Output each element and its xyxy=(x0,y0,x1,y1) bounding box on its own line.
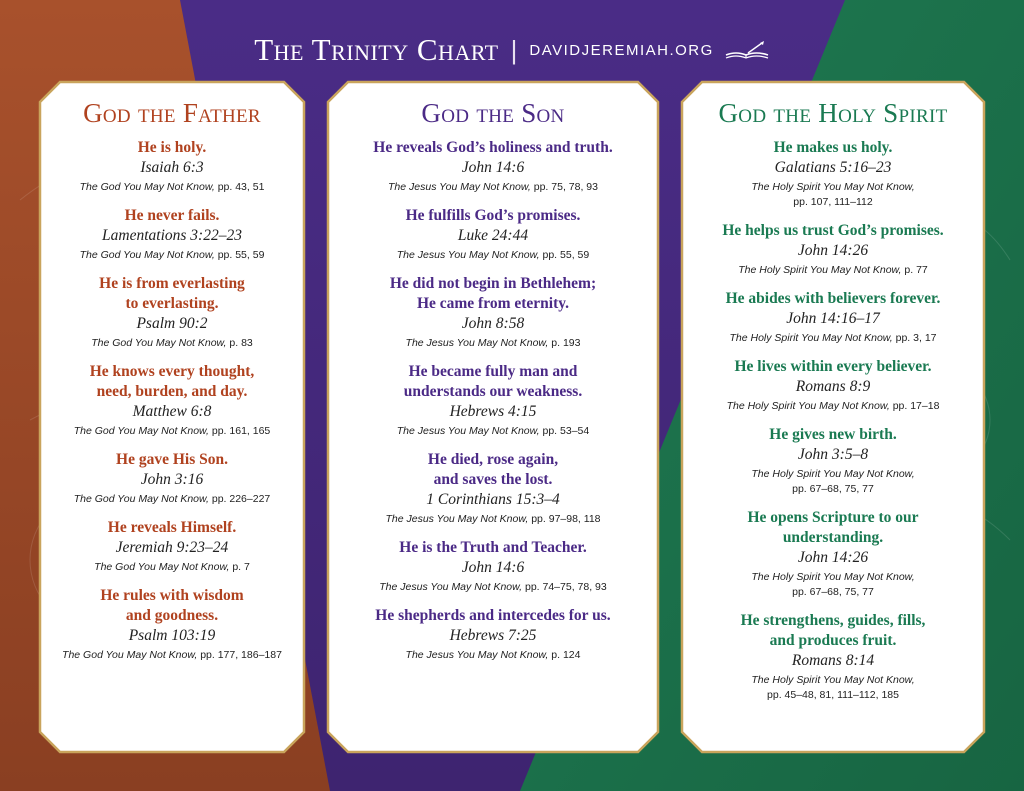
page-numbers: pp. 53–54 xyxy=(542,425,590,437)
attribute-statement: He did not begin in Bethlehem; xyxy=(389,275,597,292)
book-title: The Holy Spirit You May Not Know, xyxy=(751,468,915,480)
book-source xyxy=(342,648,644,663)
scripture-reference: Romans 8:9 xyxy=(795,378,871,395)
column-holy-spirit xyxy=(680,80,986,754)
list-item xyxy=(342,274,644,351)
page-numbers: pp. 67–68, 75, 77 xyxy=(792,586,874,598)
book-title: The Jesus You May Not Know, xyxy=(405,649,549,661)
list-item xyxy=(54,206,290,263)
column-content xyxy=(54,98,290,740)
attribute-statement: and produces fruit. xyxy=(769,632,897,649)
book-title: The Holy Spirit You May Not Know, xyxy=(751,181,915,193)
attribute-statement: He reveals Himself. xyxy=(107,519,237,536)
scripture-reference: John 14:6 xyxy=(461,159,525,176)
attribute-statement: He lives within every believer. xyxy=(734,358,932,375)
column-heading: God the Father xyxy=(83,98,261,128)
attribute-statement: need, burden, and day. xyxy=(96,383,248,400)
scripture-reference: 1 Corinthians 15:3–4 xyxy=(426,491,560,508)
page-numbers: pp. 43, 51 xyxy=(217,181,265,193)
attribute-statement: understanding. xyxy=(782,529,884,546)
attribute-statement: He became fully man and xyxy=(408,363,578,380)
scripture-reference: John 3:16 xyxy=(140,471,204,488)
attribute-statement: He helps us trust God’s promises. xyxy=(722,222,944,239)
book-source xyxy=(696,399,970,414)
list-item xyxy=(54,586,290,663)
book-title: The God You May Not Know, xyxy=(62,649,198,661)
list-item xyxy=(696,425,970,497)
attribute-statement: He makes us holy. xyxy=(773,139,893,156)
page-numbers: p. 83 xyxy=(229,337,253,349)
book-source xyxy=(696,331,970,346)
page-numbers: p. 77 xyxy=(904,264,928,276)
column-father xyxy=(38,80,306,754)
list-item xyxy=(696,357,970,414)
book-source xyxy=(342,424,644,439)
book-title: The Holy Spirit You May Not Know, xyxy=(751,571,915,583)
scripture-reference: Lamentations 3:22–23 xyxy=(102,227,242,244)
book-source xyxy=(342,180,644,195)
attribute-statement: He is holy. xyxy=(137,139,207,156)
page-numbers: pp. 45–48, 81, 111–112, 185 xyxy=(767,689,899,701)
column-content xyxy=(342,98,644,740)
list-item xyxy=(342,362,644,439)
attribute-statement: and goodness. xyxy=(125,607,219,624)
book-title: The Holy Spirit You May Not Know, xyxy=(726,400,890,412)
book-title: The Jesus You May Not Know, xyxy=(396,249,540,261)
list-item xyxy=(54,274,290,351)
page-numbers: pp. 161, 165 xyxy=(211,425,271,437)
page-numbers: pp. 97–98, 118 xyxy=(531,513,601,525)
attribute-statement: He opens Scripture to our xyxy=(747,509,919,526)
list-item xyxy=(342,538,644,595)
page-numbers: pp. 177, 186–187 xyxy=(200,649,282,661)
scripture-reference: Galatians 5:16–23 xyxy=(774,159,892,176)
attribute-statement: He came from eternity. xyxy=(416,295,570,312)
scripture-reference: John 14:6 xyxy=(461,559,525,576)
book-title: The God You May Not Know, xyxy=(73,493,209,505)
scripture-reference: Psalm 103:19 xyxy=(128,627,216,644)
page-numbers: pp. 74–75, 78, 93 xyxy=(524,581,607,593)
column-heading: God the Holy Spirit xyxy=(718,98,948,128)
website-link[interactable]: DAVIDJEREMIAH.ORG xyxy=(529,41,714,59)
book-source xyxy=(54,180,290,195)
book-source xyxy=(54,648,290,663)
open-book-icon xyxy=(724,39,770,61)
list-item xyxy=(696,221,970,278)
page-numbers: p. 124 xyxy=(551,649,581,661)
attribute-statement: He strengthens, guides, fills, xyxy=(740,612,926,629)
title-separator: | xyxy=(510,34,518,65)
book-title: The God You May Not Know, xyxy=(94,561,230,573)
page-numbers: pp. 67–68, 75, 77 xyxy=(792,483,874,495)
page-numbers: pp. 3, 17 xyxy=(895,332,937,344)
book-source xyxy=(54,424,290,439)
attribute-statement: He gave His Son. xyxy=(116,451,228,468)
list-item xyxy=(54,138,290,195)
page-numbers: pp. 55, 59 xyxy=(217,249,265,261)
book-title: The Holy Spirit You May Not Know, xyxy=(738,264,902,276)
list-item xyxy=(54,518,290,575)
scripture-reference: Hebrews 7:25 xyxy=(449,627,537,644)
attribute-statement: He rules with wisdom xyxy=(100,587,244,604)
scripture-reference: Isaiah 6:3 xyxy=(140,159,204,176)
page-numbers: pp. 17–18 xyxy=(892,400,940,412)
book-title: The God You May Not Know, xyxy=(91,337,227,349)
list-item xyxy=(54,362,290,439)
book-title: The God You May Not Know, xyxy=(79,181,215,193)
book-source xyxy=(54,336,290,351)
scripture-reference: John 14:26 xyxy=(797,549,869,566)
attribute-statement: He abides with believers forever. xyxy=(725,290,941,307)
page-header xyxy=(0,28,1024,72)
list-item xyxy=(342,206,644,263)
attribute-statement: He is from everlasting xyxy=(99,275,245,292)
list-item xyxy=(696,289,970,346)
scripture-reference: Jeremiah 9:23–24 xyxy=(115,539,229,556)
scripture-reference: Psalm 90:2 xyxy=(136,315,208,332)
book-source xyxy=(696,673,970,703)
book-source xyxy=(54,492,290,507)
page-numbers: p. 7 xyxy=(232,561,250,573)
entry-list xyxy=(54,138,290,663)
scripture-reference: Romans 8:14 xyxy=(791,652,875,669)
list-item xyxy=(696,508,970,600)
book-source xyxy=(696,263,970,278)
book-title: The Holy Spirit You May Not Know, xyxy=(729,332,893,344)
attribute-statement: and saves the lost. xyxy=(433,471,553,488)
book-title: The Jesus You May Not Know, xyxy=(396,425,540,437)
entry-list xyxy=(342,138,644,663)
book-title: The God You May Not Know, xyxy=(73,425,209,437)
page-numbers: p. 193 xyxy=(551,337,581,349)
list-item xyxy=(342,138,644,195)
book-source xyxy=(54,248,290,263)
book-source xyxy=(342,512,644,527)
column-content xyxy=(696,98,970,740)
book-source xyxy=(342,248,644,263)
list-item xyxy=(342,450,644,527)
book-source xyxy=(696,180,970,210)
attribute-statement: He fulfills God’s promises. xyxy=(405,207,581,224)
column-son xyxy=(326,80,660,754)
book-title: The Jesus You May Not Know, xyxy=(379,581,523,593)
attribute-statement: to everlasting. xyxy=(125,295,219,312)
page-numbers: pp. 226–227 xyxy=(211,493,271,505)
book-source xyxy=(696,467,970,497)
attribute-statement: He is the Truth and Teacher. xyxy=(399,539,587,556)
scripture-reference: Hebrews 4:15 xyxy=(449,403,537,420)
list-item xyxy=(54,450,290,507)
page-numbers: pp. 75, 78, 93 xyxy=(533,181,598,193)
scripture-reference: John 3:5–8 xyxy=(797,446,869,463)
book-source xyxy=(54,560,290,575)
book-source xyxy=(342,580,644,595)
book-title: The Jesus You May Not Know, xyxy=(385,513,529,525)
page-numbers: pp. 55, 59 xyxy=(542,249,590,261)
entry-list xyxy=(696,138,970,703)
attribute-statement: He gives new birth. xyxy=(769,426,897,443)
chart-title: The Trinity Chart xyxy=(254,32,499,67)
scripture-reference: John 14:16–17 xyxy=(786,310,880,327)
attribute-statement: He never fails. xyxy=(124,207,220,224)
attribute-statement: understands our weakness. xyxy=(403,383,583,400)
list-item xyxy=(696,611,970,703)
book-title: The Holy Spirit You May Not Know, xyxy=(751,674,915,686)
list-item xyxy=(342,606,644,663)
book-source xyxy=(696,570,970,600)
scripture-reference: Matthew 6:8 xyxy=(132,403,212,420)
attribute-statement: He knows every thought, xyxy=(89,363,255,380)
page-numbers: pp. 107, 111–112 xyxy=(793,196,873,208)
book-title: The Jesus You May Not Know, xyxy=(388,181,531,193)
scripture-reference: Luke 24:44 xyxy=(457,227,529,244)
list-item xyxy=(696,138,970,210)
book-title: The Jesus You May Not Know, xyxy=(405,337,549,349)
attribute-statement: He reveals God’s holiness and truth. xyxy=(373,139,613,156)
scripture-reference: John 14:26 xyxy=(797,242,869,259)
attribute-statement: He died, rose again, xyxy=(427,451,559,468)
book-source xyxy=(342,336,644,351)
scripture-reference: John 8:58 xyxy=(461,315,525,332)
column-heading: God the Son xyxy=(421,98,565,128)
attribute-statement: He shepherds and intercedes for us. xyxy=(375,607,611,624)
book-title: The God You May Not Know, xyxy=(79,249,215,261)
